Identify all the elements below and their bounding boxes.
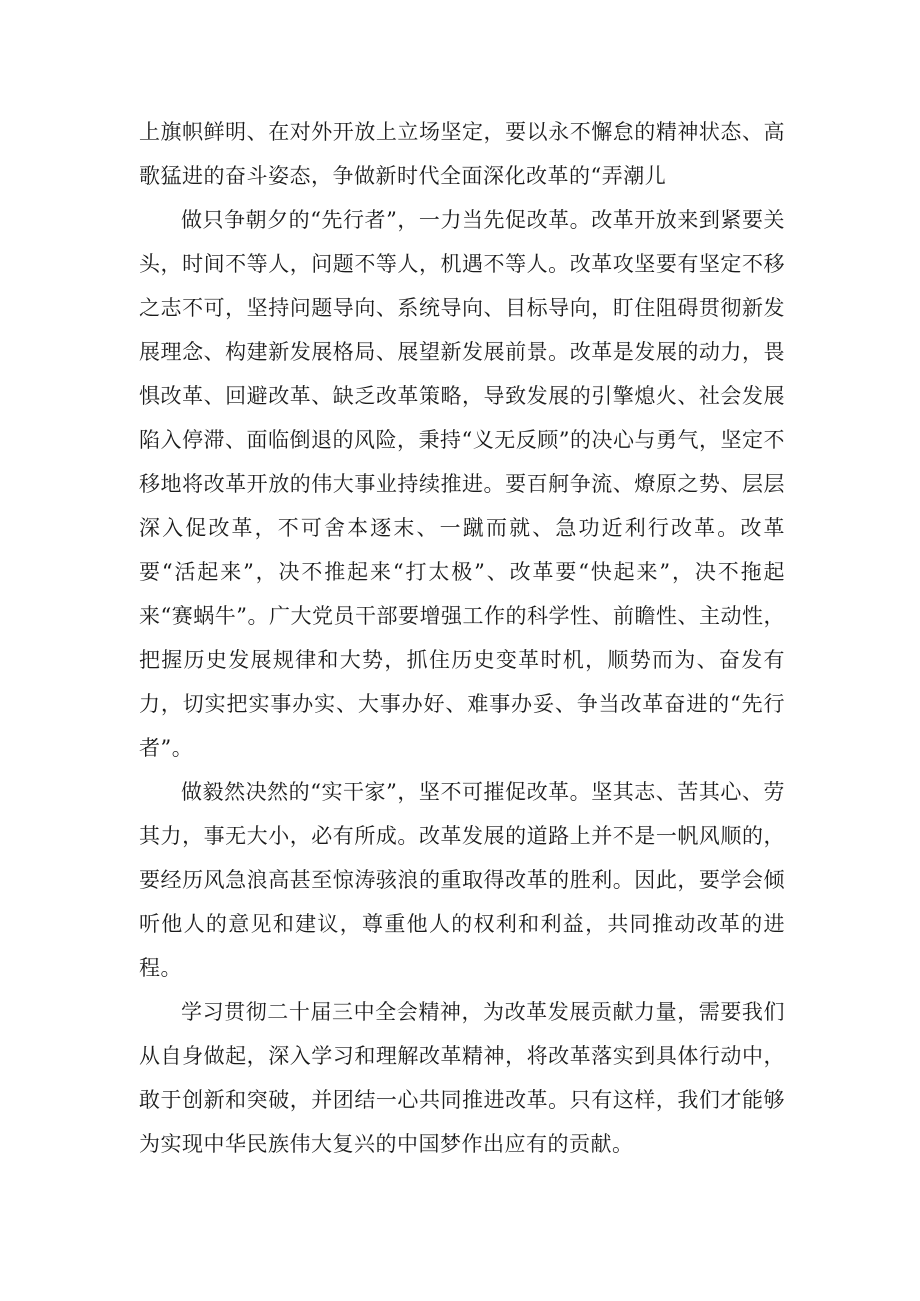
- paragraph-4: 学习贯彻二十届三中全会精神，为改革发展贡献力量，需要我们从自身做起，深入学习和理解改革精神，将改革落实到具体行动中，敢于创新和突破，并团结一心共同推进改革。只有这样，我们才能够为实现中华民族伟大复兴的中国梦作出应有的贡献。: [139, 1000, 785, 1156]
- paragraph-1: 上旗帜鲜明、在对外开放上立场坚定，要以永不懈怠的精神状态、高歌猛进的奋斗姿态，争做新时代全面深化改革的“弄潮儿: [139, 120, 785, 188]
- body-text: [139, 110, 785, 1166]
- paragraph-2: 做只争朝夕的“先行者”，一力当先促改革。改革开放来到紧要关头，时间不等人，问题不等人，机遇不等人。改革攻坚要有坚定不移之志不可，坚持问题导向、系统导向、目标导向，盯住阻碍贯彻新发展理念、构建新发展格局、展望新发展前景。改革是发展的动力，畏惧改革、回避改革、缺乏改革策略，导致发展的引擎熄火、社会发展陷入停滞、面临倒退的风险，秉持“义无反顾”的决心与勇气，坚定不移地将改革开放的伟大事业持续推进。要百舸争流、燎原之势、层层深入促改革，不可舍本逐末、一蹴而就、急功近利行改革。改革要“活起来”，决不推起来“打太极”、改革要“快起来”，决不拖起来“赛蜗牛”。广大党员干部要增强工作的科学性、前瞻性、主动性，把握历史发展规律和大势，抓住历史变革时机，顺势而为、奋发有力，切实把实事办实、大事办好、难事办妥、争当改革奋进的“先行者”。: [139, 208, 785, 760]
- paragraph-3: 做毅然决然的“实干家”，坚不可摧促改革。坚其志、苦其心、劳其力，事无大小，必有所成。改革发展的道路上并不是一帆风顺的，要经历风急浪高甚至惊涛骇浪的重取得改革的胜利。因此，要学会倾听他人的意见和建议，尊重他人的权利和利益，共同推动改革的进程。: [139, 780, 785, 980]
